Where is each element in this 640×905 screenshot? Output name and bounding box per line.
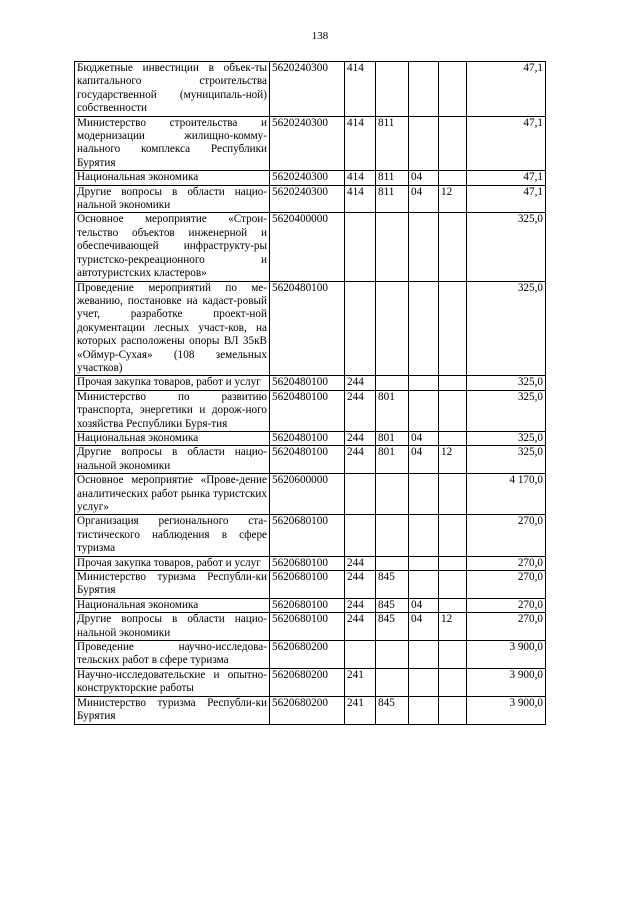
expense-type-cell: 414 xyxy=(345,116,376,171)
amount-cell: 47,1 xyxy=(467,62,546,117)
subsection-cell xyxy=(439,641,467,669)
table-row xyxy=(75,116,546,171)
row-name-cell: Другие вопросы в области нацио-нальной экономики xyxy=(75,185,270,213)
target-code-cell: 5620480100 xyxy=(270,390,345,431)
subsection-cell xyxy=(439,431,467,445)
expense-type-cell xyxy=(345,474,376,515)
section-cell xyxy=(409,515,439,556)
ministry-code-cell: 801 xyxy=(376,446,409,474)
ministry-code-cell: 845 xyxy=(376,613,409,641)
table-row xyxy=(75,668,546,696)
expense-type-cell: 244 xyxy=(345,598,376,612)
expense-type-cell xyxy=(345,213,376,281)
section-cell: 04 xyxy=(409,598,439,612)
section-cell xyxy=(409,668,439,696)
section-cell: 04 xyxy=(409,613,439,641)
table-row xyxy=(75,571,546,599)
expense-type-cell: 244 xyxy=(345,556,376,570)
target-code-cell: 5620680100 xyxy=(270,571,345,599)
subsection-cell xyxy=(439,281,467,376)
ministry-code-cell xyxy=(376,281,409,376)
table-row xyxy=(75,474,546,515)
row-name-cell: Другие вопросы в области нацио-нальной экономики xyxy=(75,613,270,641)
row-name-cell: Министерство туризма Республи-ки Бурятия xyxy=(75,571,270,599)
section-cell xyxy=(409,281,439,376)
amount-cell: 3 900,0 xyxy=(467,641,546,669)
row-name-cell: Основное мероприятие «Прове-дение аналитических работ рынка туристских услуг» xyxy=(75,474,270,515)
amount-cell: 325,0 xyxy=(467,431,546,445)
subsection-cell xyxy=(439,62,467,117)
target-code-cell: 5620680100 xyxy=(270,515,345,556)
table-row xyxy=(75,185,546,213)
section-cell xyxy=(409,696,439,724)
subsection-cell xyxy=(439,213,467,281)
section-cell xyxy=(409,641,439,669)
target-code-cell: 5620240300 xyxy=(270,171,345,185)
ministry-code-cell xyxy=(376,556,409,570)
row-name-cell: Национальная экономика xyxy=(75,431,270,445)
subsection-cell xyxy=(439,556,467,570)
expense-type-cell: 241 xyxy=(345,696,376,724)
ministry-code-cell xyxy=(376,376,409,390)
subsection-cell xyxy=(439,390,467,431)
row-name-cell: Проведение научно-исследова-тельских работ в сфере туризма xyxy=(75,641,270,669)
row-name-cell: Основное мероприятие «Строи-тельство объектов инженерной и обеспечивающей инфраструкту-ры туристско-рекреационного и автотуристских кластеров» xyxy=(75,213,270,281)
expense-type-cell: 244 xyxy=(345,376,376,390)
table-row xyxy=(75,446,546,474)
amount-cell: 325,0 xyxy=(467,213,546,281)
row-name-cell: Другие вопросы в области нацио-нальной экономики xyxy=(75,446,270,474)
amount-cell: 270,0 xyxy=(467,556,546,570)
row-name-cell: Бюджетные инвестиции в объек-ты капитального строительства государственной (муниципаль-ной) собственности xyxy=(75,62,270,117)
amount-cell: 325,0 xyxy=(467,376,546,390)
table-row xyxy=(75,213,546,281)
ministry-code-cell: 811 xyxy=(376,171,409,185)
subsection-cell xyxy=(439,171,467,185)
target-code-cell: 5620480100 xyxy=(270,446,345,474)
section-cell xyxy=(409,376,439,390)
amount-cell: 325,0 xyxy=(467,446,546,474)
row-name-cell: Министерство по развитию транспорта, энергетики и дорож-ного хозяйства Республики Буря-тия xyxy=(75,390,270,431)
target-code-cell: 5620400000 xyxy=(270,213,345,281)
amount-cell: 3 900,0 xyxy=(467,696,546,724)
amount-cell: 3 900,0 xyxy=(467,668,546,696)
amount-cell: 270,0 xyxy=(467,515,546,556)
target-code-cell: 5620240300 xyxy=(270,62,345,117)
subsection-cell: 12 xyxy=(439,613,467,641)
expense-type-cell: 244 xyxy=(345,571,376,599)
target-code-cell: 5620680200 xyxy=(270,641,345,669)
row-name-cell: Научно-исследовательские и опытно-конструкторские работы xyxy=(75,668,270,696)
table-row xyxy=(75,641,546,669)
ministry-code-cell: 845 xyxy=(376,696,409,724)
ministry-code-cell xyxy=(376,515,409,556)
row-name-cell: Национальная экономика xyxy=(75,171,270,185)
ministry-code-cell: 811 xyxy=(376,116,409,171)
section-cell xyxy=(409,556,439,570)
row-name-cell: Организация регионального ста-тистического наблюдения в сфере туризма xyxy=(75,515,270,556)
expense-type-cell xyxy=(345,281,376,376)
ministry-code-cell: 811 xyxy=(376,185,409,213)
amount-cell: 325,0 xyxy=(467,390,546,431)
table-row xyxy=(75,556,546,570)
ministry-code-cell xyxy=(376,641,409,669)
ministry-code-cell: 801 xyxy=(376,431,409,445)
table-row xyxy=(75,515,546,556)
section-cell xyxy=(409,474,439,515)
amount-cell: 47,1 xyxy=(467,171,546,185)
budget-table-body xyxy=(75,62,546,725)
expense-type-cell: 244 xyxy=(345,613,376,641)
subsection-cell xyxy=(439,598,467,612)
section-cell xyxy=(409,116,439,171)
subsection-cell xyxy=(439,696,467,724)
target-code-cell: 5620680200 xyxy=(270,668,345,696)
target-code-cell: 5620600000 xyxy=(270,474,345,515)
subsection-cell: 12 xyxy=(439,446,467,474)
row-name-cell: Национальная экономика xyxy=(75,598,270,612)
expense-type-cell: 244 xyxy=(345,446,376,474)
amount-cell: 270,0 xyxy=(467,613,546,641)
table-row xyxy=(75,171,546,185)
subsection-cell xyxy=(439,376,467,390)
table-row xyxy=(75,696,546,724)
section-cell: 04 xyxy=(409,171,439,185)
budget-table xyxy=(74,61,546,725)
ministry-code-cell: 845 xyxy=(376,571,409,599)
section-cell xyxy=(409,62,439,117)
expense-type-cell: 244 xyxy=(345,431,376,445)
section-cell: 04 xyxy=(409,185,439,213)
section-cell xyxy=(409,390,439,431)
expense-type-cell: 414 xyxy=(345,171,376,185)
subsection-cell xyxy=(439,116,467,171)
amount-cell: 4 170,0 xyxy=(467,474,546,515)
section-cell: 04 xyxy=(409,446,439,474)
row-name-cell: Прочая закупка товаров, работ и услуг xyxy=(75,376,270,390)
expense-type-cell xyxy=(345,515,376,556)
table-row xyxy=(75,281,546,376)
target-code-cell: 5620680100 xyxy=(270,598,345,612)
target-code-cell: 5620680100 xyxy=(270,556,345,570)
row-name-cell: Прочая закупка товаров, работ и услуг xyxy=(75,556,270,570)
table-row xyxy=(75,62,546,117)
target-code-cell: 5620240300 xyxy=(270,116,345,171)
expense-type-cell xyxy=(345,641,376,669)
section-cell xyxy=(409,213,439,281)
table-row xyxy=(75,598,546,612)
expense-type-cell: 244 xyxy=(345,390,376,431)
subsection-cell xyxy=(439,474,467,515)
subsection-cell xyxy=(439,515,467,556)
target-code-cell: 5620240300 xyxy=(270,185,345,213)
subsection-cell: 12 xyxy=(439,185,467,213)
section-cell: 04 xyxy=(409,431,439,445)
ministry-code-cell xyxy=(376,62,409,117)
ministry-code-cell xyxy=(376,668,409,696)
table-row xyxy=(75,390,546,431)
page-number: 138 xyxy=(311,30,329,42)
table-row xyxy=(75,613,546,641)
row-name-cell: Министерство строительства и модернизации жилищно-комму-нального комплекса Республики Бурятия xyxy=(75,116,270,171)
amount-cell: 47,1 xyxy=(467,185,546,213)
expense-type-cell: 414 xyxy=(345,185,376,213)
subsection-cell xyxy=(439,668,467,696)
ministry-code-cell xyxy=(376,474,409,515)
target-code-cell: 5620480100 xyxy=(270,281,345,376)
amount-cell: 270,0 xyxy=(467,598,546,612)
amount-cell: 325,0 xyxy=(467,281,546,376)
row-name-cell: Министерство туризма Республи-ки Бурятия xyxy=(75,696,270,724)
ministry-code-cell xyxy=(376,213,409,281)
expense-type-cell: 414 xyxy=(345,62,376,117)
amount-cell: 47,1 xyxy=(467,116,546,171)
expense-type-cell: 241 xyxy=(345,668,376,696)
row-name-cell: Проведение мероприятий по ме-жеванию, постановке на кадаст-ровый учет, разработке проект-ной документации лесных участ-ков, на которых расположены опоры ВЛ 35кВ «Оймур-Сухая» (108 земельных участков) xyxy=(75,281,270,376)
target-code-cell: 5620480100 xyxy=(270,376,345,390)
target-code-cell: 5620680100 xyxy=(270,613,345,641)
target-code-cell: 5620680200 xyxy=(270,696,345,724)
ministry-code-cell: 801 xyxy=(376,390,409,431)
ministry-code-cell: 845 xyxy=(376,598,409,612)
section-cell xyxy=(409,571,439,599)
target-code-cell: 5620480100 xyxy=(270,431,345,445)
table-row xyxy=(75,376,546,390)
table-row xyxy=(75,431,546,445)
amount-cell: 270,0 xyxy=(467,571,546,599)
subsection-cell xyxy=(439,571,467,599)
